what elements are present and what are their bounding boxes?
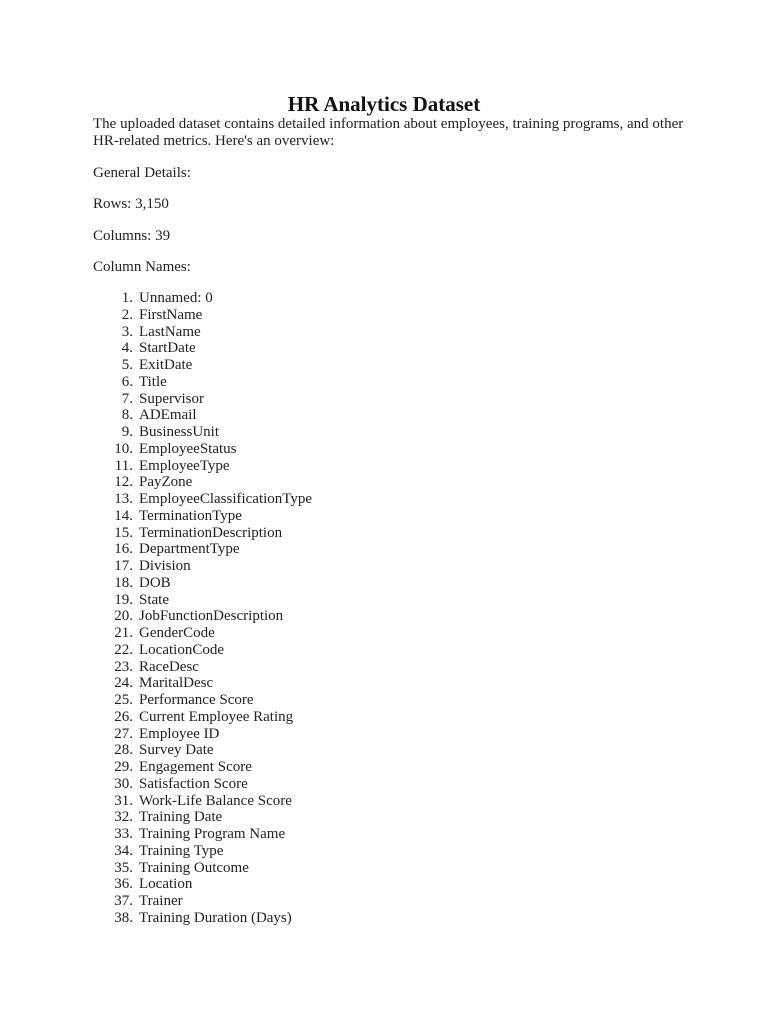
list-item — [93, 742, 312, 759]
list-item-number: 15. — [114, 524, 133, 541]
list-item — [93, 374, 312, 391]
list-item-label: State — [139, 591, 169, 608]
list-item-label: ADEmail — [139, 407, 197, 424]
list-item — [93, 675, 312, 692]
list-item-number: 29. — [114, 759, 133, 775]
list-item-number: 35. — [114, 859, 133, 876]
list-item — [93, 458, 312, 475]
list-item-number: 8. — [121, 407, 133, 424]
list-item — [93, 809, 312, 826]
list-item-label: Work-Life Balance Score — [139, 792, 292, 809]
list-item-label: JobFunctionDescription — [139, 608, 284, 625]
list-item-label: Supervisor — [139, 390, 204, 407]
list-item-label: Location — [139, 876, 193, 893]
list-item-label: Performance Score — [139, 692, 254, 708]
list-item — [93, 424, 312, 441]
list-item-label: Training Duration (Days) — [139, 909, 292, 926]
list-item-number: 22. — [114, 641, 133, 658]
list-item-number: 12. — [114, 474, 133, 491]
list-item — [93, 491, 312, 508]
list-item-label: RaceDesc — [139, 658, 199, 675]
list-item-number: 27. — [114, 725, 133, 742]
list-item-number: 6. — [121, 373, 133, 390]
list-item-label: Current Employee Rating — [139, 708, 294, 725]
columns-count: Columns: 39 — [93, 228, 171, 244]
list-item-number: 19. — [114, 591, 133, 608]
list-item — [93, 474, 312, 491]
list-item-number: 3. — [121, 323, 133, 340]
list-item-label: Trainer — [139, 893, 183, 909]
list-item — [93, 608, 312, 625]
list-item-label: TerminationType — [139, 507, 242, 524]
list-item-number: 25. — [114, 692, 133, 708]
list-item — [93, 407, 312, 424]
list-item-label: EmployeeClassificationType — [139, 491, 313, 507]
list-item — [93, 592, 312, 609]
list-item-number: 16. — [114, 541, 133, 558]
list-item-label: ExitDate — [139, 357, 193, 373]
list-item-label: StartDate — [139, 340, 196, 357]
list-item-number: 11. — [114, 457, 133, 474]
list-item-number: 23. — [114, 658, 133, 675]
list-item-number: 4. — [121, 340, 133, 357]
list-item — [93, 659, 312, 676]
list-item-number: 26. — [114, 708, 133, 725]
list-item-label: EmployeeStatus — [139, 440, 237, 457]
list-item-number: 9. — [121, 424, 133, 440]
list-item — [93, 391, 312, 408]
list-item-number: 10. — [114, 440, 133, 457]
list-item-label: GenderCode — [139, 625, 215, 641]
list-item — [93, 843, 312, 860]
list-item-number: 33. — [114, 826, 133, 842]
list-item-number: 31. — [114, 792, 133, 809]
list-item — [93, 726, 312, 743]
list-item-label: Engagement Score — [139, 759, 252, 775]
list-item-number: 28. — [114, 742, 133, 759]
list-item-label: PayZone — [139, 474, 193, 491]
list-item-number: 20. — [114, 608, 133, 625]
list-item-label: Training Outcome — [139, 859, 249, 876]
column-names-label: Column Names: — [93, 259, 191, 275]
list-item — [93, 290, 312, 307]
list-item — [93, 324, 312, 341]
list-item-label: FirstName — [139, 306, 203, 323]
list-item-number: 38. — [114, 909, 133, 926]
list-item-label: Training Type — [139, 842, 224, 859]
list-item-label: LastName — [139, 323, 201, 340]
list-item-number: 21. — [114, 625, 133, 641]
list-item-number: 14. — [114, 507, 133, 524]
list-item-number: 7. — [121, 390, 133, 407]
list-item-number: 1. — [121, 290, 133, 306]
list-item — [93, 642, 312, 659]
list-item-number: 24. — [114, 675, 133, 692]
column-names-list — [93, 290, 312, 927]
list-item-label: Unnamed: 0 — [139, 290, 213, 306]
list-item — [93, 776, 312, 793]
list-item — [93, 307, 312, 324]
list-item — [93, 357, 312, 374]
general-details-label: General Details: — [93, 165, 191, 181]
list-item-label: Survey Date — [139, 742, 214, 759]
list-item-label: Division — [139, 558, 191, 574]
list-item-label: Satisfaction Score — [139, 775, 248, 792]
list-item — [93, 558, 312, 575]
list-item-number: 17. — [114, 558, 133, 574]
list-item-label: Training Date — [139, 809, 223, 826]
list-item-label: LocationCode — [139, 641, 224, 658]
list-item-number: 34. — [114, 842, 133, 859]
list-item — [93, 692, 312, 709]
list-item — [93, 860, 312, 877]
list-item — [93, 893, 312, 910]
list-item-number: 30. — [114, 775, 133, 792]
list-item-number: 13. — [114, 491, 133, 507]
intro-paragraph: The uploaded dataset contains detailed information about employees, training programs, and other HR-related metrics. Here's an overview: — [93, 116, 684, 149]
list-item — [93, 876, 312, 893]
list-item-label: Title — [139, 373, 167, 390]
list-item-number: 36. — [114, 876, 133, 893]
rows-count: Rows: 3,150 — [93, 196, 169, 212]
list-item-label: TerminationDescription — [139, 524, 283, 541]
list-item — [93, 575, 312, 592]
list-item-number: 5. — [121, 357, 133, 373]
list-item — [93, 709, 312, 726]
list-item — [93, 525, 312, 542]
list-item — [93, 508, 312, 525]
page-title: HR Analytics Dataset — [287, 92, 481, 116]
list-item-label: Employee ID — [139, 725, 220, 742]
list-item — [93, 541, 312, 558]
list-item-label: Training Program Name — [139, 826, 286, 842]
list-item-number: 32. — [114, 809, 133, 826]
list-item — [93, 625, 312, 642]
list-item — [93, 793, 312, 810]
list-item-label: EmployeeType — [139, 457, 230, 474]
list-item-label: BusinessUnit — [139, 424, 220, 440]
list-item-number: 37. — [114, 893, 133, 909]
list-item — [93, 759, 312, 776]
list-item-label: DepartmentType — [139, 541, 240, 558]
list-item-label: DOB — [139, 574, 171, 591]
list-item-number: 18. — [114, 574, 133, 591]
list-item — [93, 910, 312, 927]
list-item — [93, 826, 312, 843]
list-item — [93, 441, 312, 458]
list-item — [93, 340, 312, 357]
list-item-number: 2. — [121, 306, 133, 323]
list-item-label: MaritalDesc — [139, 675, 214, 692]
